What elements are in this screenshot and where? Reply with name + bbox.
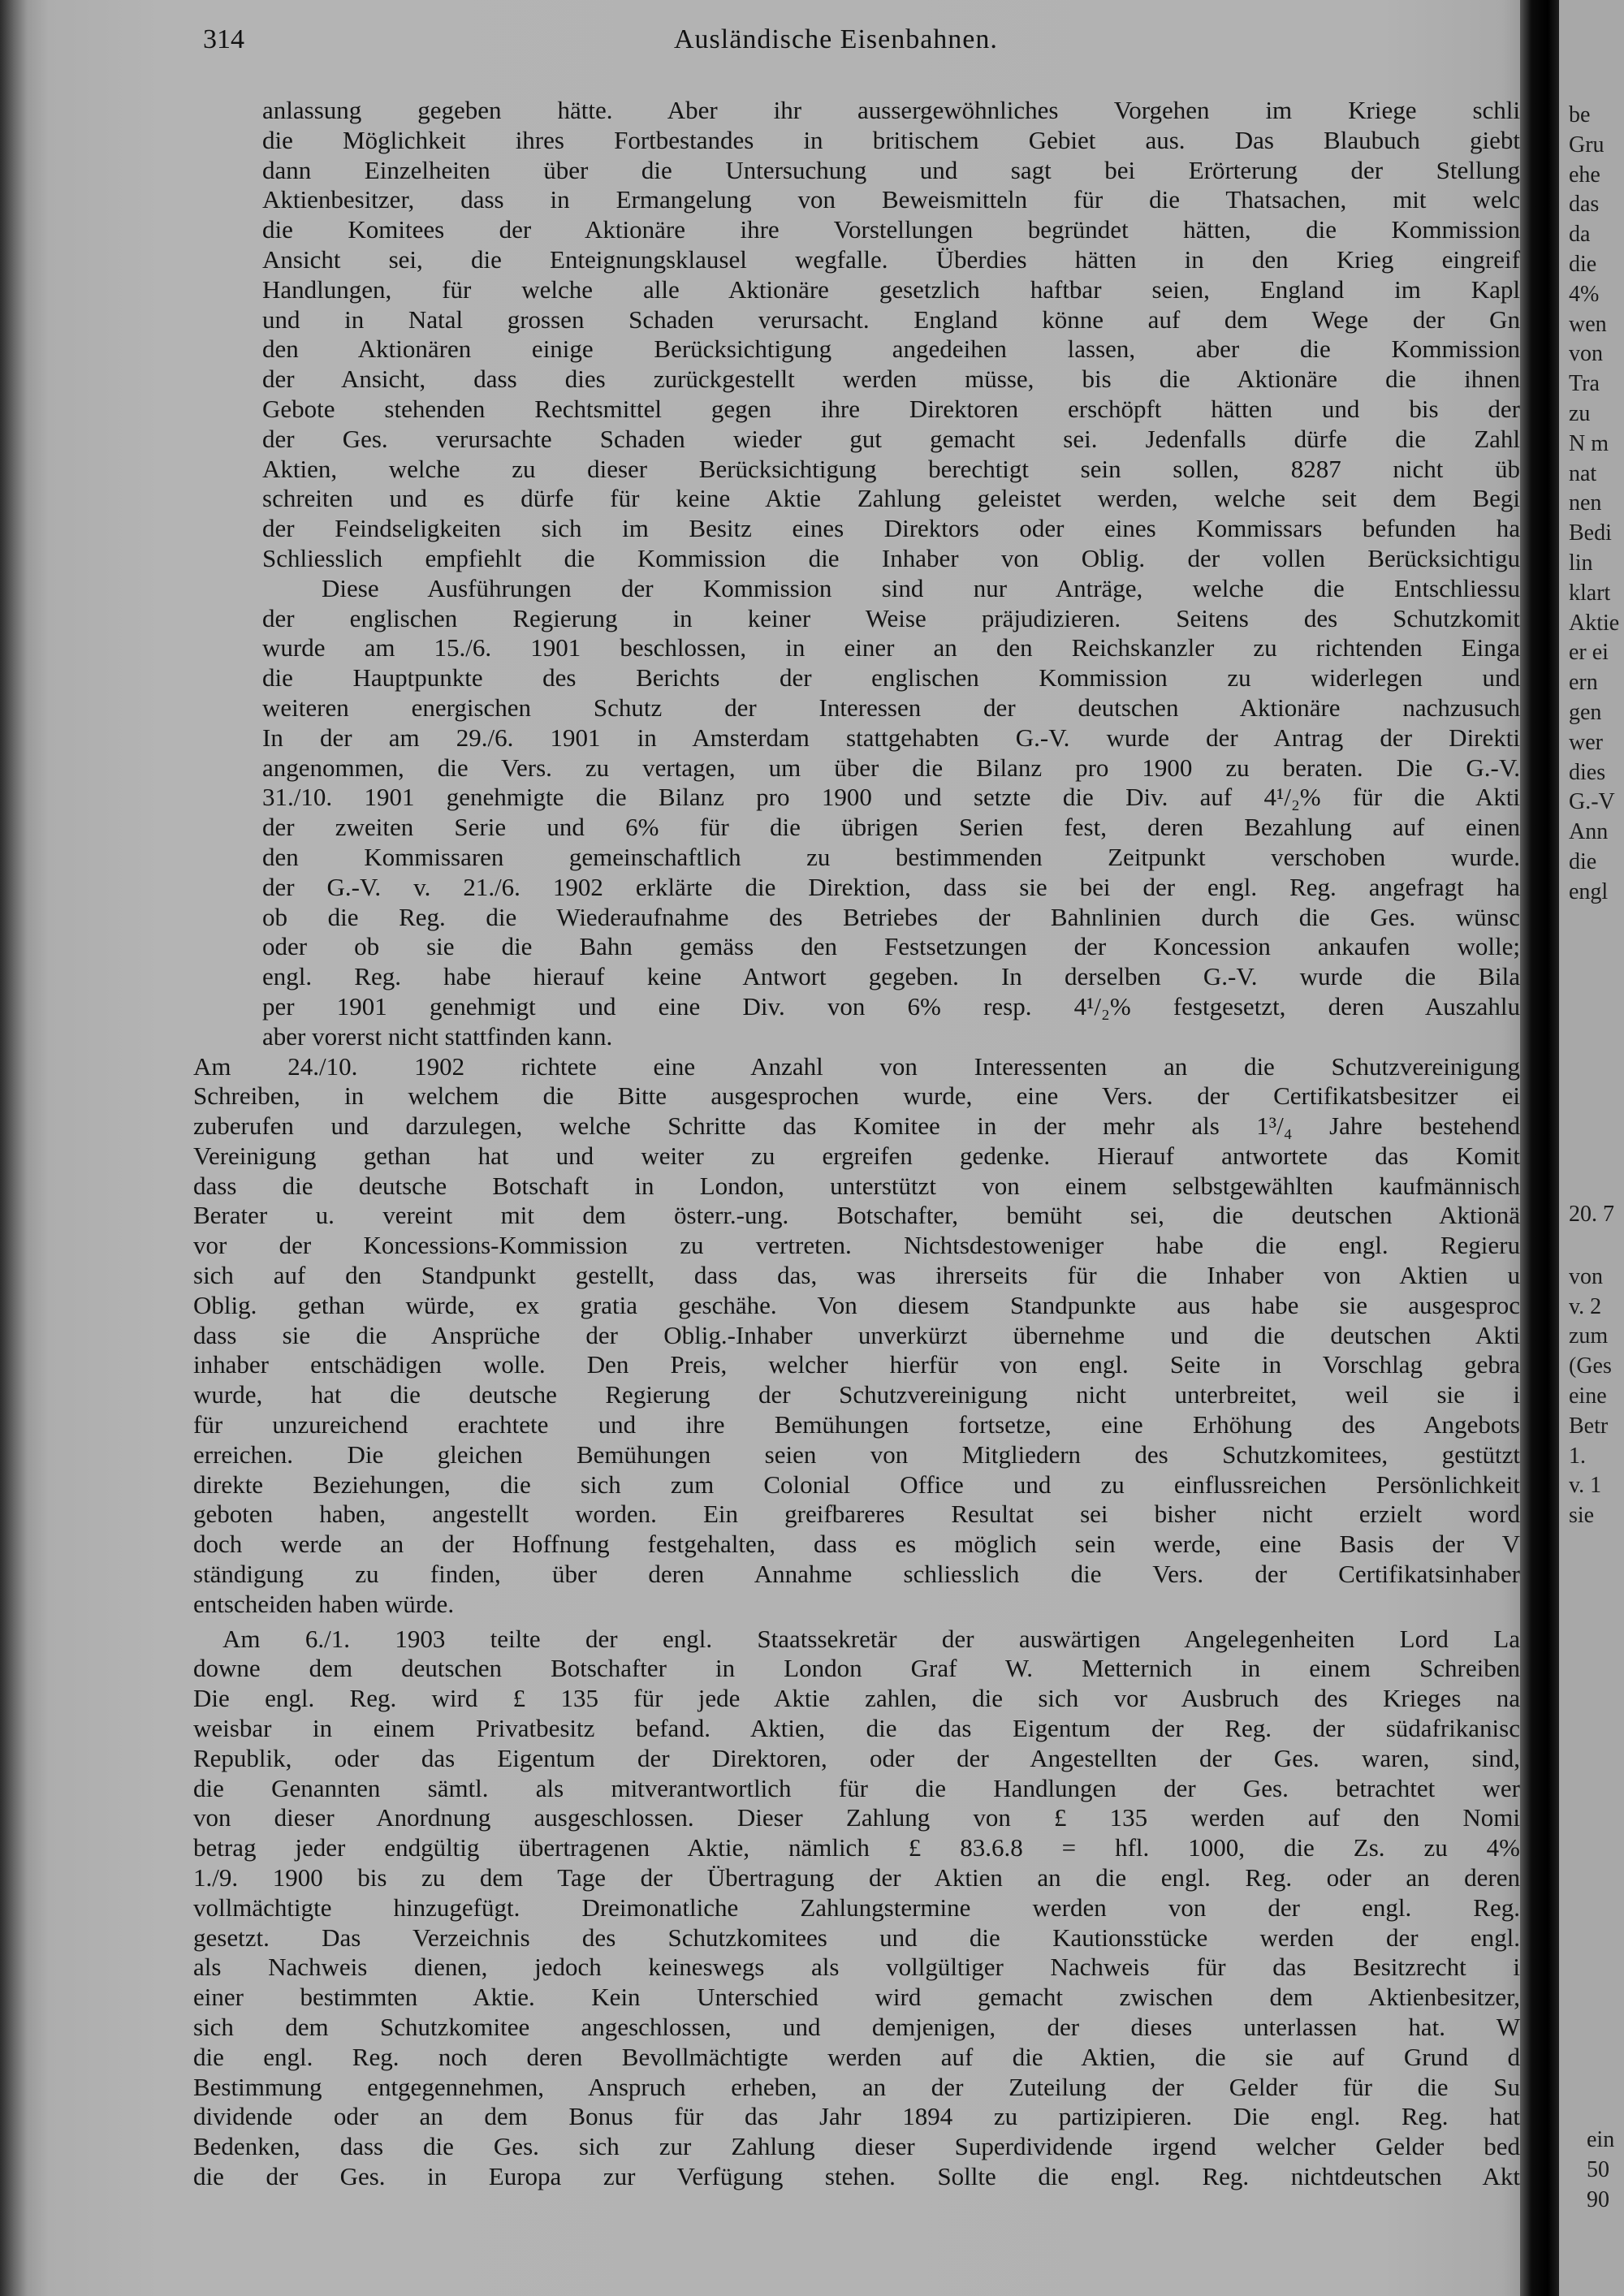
adjacent-fragment: klart (1569, 580, 1611, 606)
text-line: Am 24./10. 1902 richtete eine Anzahl von Interessenten an die Schutzvereinigung (193, 1051, 1520, 1081)
running-title: Ausländische Eisenbahnen. (674, 24, 998, 54)
adjacent-fragment: er ei (1569, 640, 1609, 666)
text-line: sich auf den Standpunkt gestellt, dass das, was ihrerseits für die Inhaber von Aktien u (193, 1261, 1520, 1290)
text-line: dass sie die Ansprüche der Oblig.-Inhaber unverkürzt übernehme und die deutschen Akti (193, 1320, 1520, 1349)
adjacent-fragment: lin (1569, 550, 1593, 576)
text-line: 1./9. 1900 bis zu dem Tage der Übertragung der Aktien an die engl. Reg. oder an deren (193, 1863, 1520, 1892)
text-line: Handlungen, für welche alle Aktionäre gesetzlich haftbar seien, England im Kapl (262, 274, 1520, 304)
text-line: Aktienbesitzer, dass in Ermangelung von Beweismitteln für die Thatsachen, mit welc (262, 185, 1520, 214)
text-line: inhaber entschädigen wolle. Den Preis, welcher hierfür von engl. Seite in Vorschlag gebra (193, 1350, 1520, 1379)
body-text (193, 96, 1520, 2192)
text-line: dann Einzelheiten über die Untersuchung und sagt bei Erörterung der Stellung (262, 155, 1520, 184)
adjacent-fragment: ehe (1569, 162, 1600, 188)
text-line: sich dem Schutzkomitee angeschlossen, und demjenigen, der dieses unterlassen hat. W (193, 2013, 1520, 2041)
adjacent-fragment: die (1569, 251, 1597, 277)
text-line: Berater u. vereint mit dem österr.-ung. Botschafter, bemüht sei, die deutschen Aktionä (193, 1201, 1520, 1230)
text-line: In der am 29./6. 1901 in Amsterdam stattgehabten G.-V. wurde der Antrag der Direkti (262, 723, 1520, 752)
adjacent-fragment: 50 (1587, 2156, 1609, 2182)
text-line: ständigung zu finden, über deren Annahme schliesslich die Vers. der Certifikatsinhaber (193, 1560, 1520, 1589)
text-line: als Nachweis dienen, jedoch keineswegs als vollgültiger Nachweis für das Besitzrecht i (193, 1953, 1520, 1982)
adjacent-fragment: Gru (1569, 132, 1605, 158)
text-line: Schliesslich empfiehlt die Kommission die Inhaber von Oblig. der vollen Berücksichtigu (262, 543, 1520, 572)
text-line: entscheiden haben würde. (193, 1589, 455, 1618)
adjacent-fragment: N m (1569, 430, 1609, 456)
adjacent-fragment: wer (1569, 729, 1603, 755)
book-gutter-shadow (1520, 0, 1559, 2296)
text-line: die der Ges. in Europa zur Verfügung stehen. Sollte die engl. Reg. nichtdeutschen Akt (193, 2161, 1520, 2190)
text-line: Ansicht sei, die Enteignungsklausel wegfalle. Überdies hätten in den Krieg eingreif (262, 244, 1520, 274)
text-line: den Kommissaren gemeinschaftlich zu bestimmenden Zeitpunkt verschoben wurde. (262, 842, 1520, 871)
adjacent-fragments-top (1569, 101, 1619, 908)
adjacent-fragment: von (1569, 341, 1603, 367)
text-line: der Ges. verursachte Schaden wieder gut gemacht sei. Jedenfalls dürfe die Zahl (262, 424, 1520, 453)
text-line: 31./10. 1901 genehmigte die Bilanz pro 1900 und setzte die Div. auf 4¹/₂% für die Akti (262, 783, 1520, 812)
text-line: schreiten und es dürfe für keine Aktie Zahlung geleistet werden, welche seit dem Begi (262, 484, 1520, 513)
text-line: die Hauptpunkte des Berichts der englischen Kommission zu widerlegen und (262, 663, 1520, 693)
text-line: aber vorerst nicht stattfinden kann. (262, 1021, 613, 1051)
text-line: die engl. Reg. noch deren Bevollmächtigte werden auf die Aktien, die sie auf Grund d (193, 2042, 1520, 2071)
adjacent-fragment: v. 1 (1569, 1473, 1602, 1499)
adjacent-fragment: zum (1569, 1323, 1609, 1349)
adjacent-fragment: nen (1569, 490, 1602, 516)
text-line: dividende oder an dem Bonus für das Jahr 1894 zu partizipieren. Die engl. Reg. hat (193, 2102, 1520, 2131)
adjacent-fragment: dies (1569, 759, 1606, 785)
text-line: vor der Koncessions-Kommission zu vertreten. Nichtsdestoweniger habe die engl. Regieru (193, 1231, 1520, 1260)
text-line: Bestimmung entgegennehmen, Anspruch erheben, an der Zuteilung der Gelder für die Su (193, 2072, 1520, 2101)
adjacent-page-strip (1559, 0, 1624, 2296)
text-line: dass die deutsche Botschaft in London, unterstützt von einem selbstgewählten kaufmännisch (193, 1171, 1520, 1200)
text-line: per 1901 genehmigt und eine Div. von 6% resp. 4¹/₂% festgesetzt, deren Auszahlu (262, 991, 1520, 1021)
text-line: geboten haben, angestellt worden. Ein greifbareres Resultat sei bisher nicht erzielt word (193, 1500, 1520, 1529)
text-line: für unzureichend erachtete und ihre Bemühungen fortsetze, eine Erhöhung des Angebots (193, 1410, 1520, 1439)
text-line: anlassung gegeben hätte. Aber ihr aussergewöhnliches Vorgehen im Kriege schli (262, 96, 1520, 124)
adjacent-fragment: eine (1569, 1383, 1607, 1409)
text-line: oder ob sie die Bahn gemäss den Festsetzungen der Koncession ankaufen wolle; (262, 932, 1520, 961)
text-line: wurde, hat die deutsche Regierung der Schutzvereinigung nicht unterbreitet, weil sie i (193, 1380, 1520, 1409)
text-line: die Möglichkeit ihres Fortbestandes in britischem Gebiet aus. Das Blaubuch giebt (262, 125, 1520, 154)
adjacent-fragment: Bedi (1569, 520, 1612, 546)
text-line: Vereinigung gethan hat und weiter zu ergreifen gedenke. Hierauf antwortete das Komit (193, 1141, 1520, 1170)
adjacent-fragment: gen (1569, 699, 1602, 725)
adjacent-fragment: ein (1587, 2127, 1615, 2152)
text-line: ob die Reg. die Wiederaufnahme des Betriebes der Bahnlinien durch die Ges. wünsc (262, 902, 1520, 931)
text-line: Gebote stehenden Rechtsmittel gegen ihre Direktoren erschöpft hätten und bis der (262, 394, 1520, 423)
adjacent-fragment: G.-V (1569, 789, 1615, 815)
text-line: downe dem deutschen Botschafter in London Graf W. Metternich in einem Schreiben (193, 1654, 1520, 1683)
text-line: erreichen. Die gleichen Bemühungen seien von Mitgliedern des Schutzkomitees, gestützt (193, 1439, 1520, 1469)
text-line: die Komitees der Aktionäre ihre Vorstellungen begründet hätten, die Kommission (262, 215, 1520, 244)
adjacent-fragment: Ann (1569, 819, 1609, 845)
text-line: weiteren energischen Schutz der Interessen der deutschen Aktionäre nachzusuch (262, 693, 1520, 722)
text-line: betrag jeder endgültig übertragenen Aktie, nämlich £ 83.6.8 = hfl. 1000, die Zs. zu 4% (193, 1833, 1520, 1862)
text-line: der G.-V. v. 21./6. 1902 erklärte die Direktion, dass sie bei der engl. Reg. angefragt ha (262, 872, 1520, 901)
adjacent-fragment: be (1569, 102, 1591, 127)
text-line: Republik, oder das Eigentum der Direktoren, oder der Angestellten der Ges. waren, sind, (193, 1743, 1520, 1772)
adjacent-fragments-bottom (1569, 1200, 1614, 1531)
adjacent-fragment: ern (1569, 670, 1598, 696)
page-header (203, 24, 1518, 65)
adjacent-fragment: das (1569, 192, 1600, 218)
text-line: Oblig. gethan würde, ex gratia geschähe. Von diesem Standpunkte aus habe sie ausgesproc (193, 1290, 1520, 1319)
adjacent-fragment: zu (1569, 400, 1591, 426)
text-line: vollmächtigte hinzugefügt. Dreimonatliche Zahlungstermine werden von der engl. Reg. (193, 1892, 1520, 1922)
text-line: direkte Beziehungen, die sich zum Colonial Office und zu einflussreichen Persönlichkeit (193, 1470, 1520, 1499)
adjacent-fragments-foot (1587, 2126, 1614, 2215)
text-line: den Aktionären einige Berücksichtigung angedeihen lassen, aber die Kommission (262, 334, 1520, 364)
text-line: zuberufen und darzulegen, welche Schritte das Komitee in der mehr als 1³/₄ Jahre bestehend (193, 1111, 1520, 1141)
page-number: 314 (203, 24, 244, 54)
text-line: von dieser Anordnung ausgeschlossen. Dieser Zahlung von £ 135 werden auf den Nomi (193, 1803, 1520, 1832)
adjacent-fragment: Betr (1569, 1413, 1609, 1439)
adjacent-fragment: nat (1569, 460, 1597, 486)
text-line: der englischen Regierung in keiner Weise präjudizieren. Seitens des Schutzkomit (262, 603, 1520, 632)
text-line: der Feindseligkeiten sich im Besitz eines Direktors oder eines Kommissars befunden ha (262, 514, 1520, 543)
text-line: Schreiben, in welchem die Bitte ausgesprochen wurde, eine Vers. der Certifikatsbesitzer ei (193, 1081, 1520, 1111)
adjacent-fragment: (Ges (1569, 1353, 1612, 1379)
text-line: engl. Reg. habe hierauf keine Antwort gegeben. In derselben G.-V. wurde die Bila (262, 962, 1520, 991)
text-line: Am 6./1. 1903 teilte der engl. Staatssekretär der auswärtigen Angelegenheiten Lord La (222, 1624, 1520, 1653)
text-line: angenommen, die Vers. zu vertagen, um über die Bilanz pro 1900 zu beraten. Die G.-V. (262, 753, 1520, 782)
adjacent-fragment: sie (1569, 1503, 1595, 1529)
text-line: und in Natal grossen Schaden verursacht. England könne auf dem Wege der Gn (262, 304, 1520, 334)
text-line: Die engl. Reg. wird £ 135 für jede Aktie zahlen, die sich vor Ausbruch des Krieges na (193, 1684, 1520, 1713)
text-line: gesetzt. Das Verzeichnis des Schutzkomitees und die Kautionsstücke werden der engl. (193, 1923, 1520, 1952)
text-line: die Genannten sämtl. als mitverantwortlich für die Handlungen der Ges. betrachtet wer (193, 1773, 1520, 1802)
text-line: Diese Ausführungen der Kommission sind nur Anträge, welche die Entschliessu (322, 573, 1520, 602)
text-line: wurde am 15./6. 1901 beschlossen, in einer an den Reichskanzler zu richtenden Einga (262, 633, 1520, 662)
adjacent-fragment: von (1569, 1263, 1603, 1289)
adjacent-fragment: 4% (1569, 281, 1600, 307)
adjacent-fragment: v. 2 (1569, 1293, 1602, 1319)
adjacent-fragment: Tra (1569, 371, 1600, 397)
text-line: doch werde an der Hoffnung festgehalten, dass es möglich sein werde, eine Basis der V (193, 1530, 1520, 1559)
text-line: Bedenken, dass die Ges. sich zur Zahlung dieser Superdividende irgend welcher Gelder bed (193, 2132, 1520, 2161)
adjacent-fragment: da (1569, 222, 1591, 248)
text-line: weisbar in einem Privatbesitz befand. Aktien, die das Eigentum der Reg. der südafrikanisc (193, 1714, 1520, 1743)
text-line: Aktien, welche zu dieser Berücksichtigung berechtigt sein sollen, 8287 nicht üb (262, 454, 1520, 483)
adjacent-fragment: 20. 7 (1569, 1202, 1614, 1227)
adjacent-fragment: die (1569, 848, 1597, 874)
adjacent-fragment: engl (1569, 878, 1609, 904)
adjacent-fragment: 90 (1587, 2186, 1609, 2212)
text-line: einer bestimmten Aktie. Kein Unterschied wird gemacht zwischen dem Aktienbesitzer, (193, 1983, 1520, 2012)
text-line: der Ansicht, dass dies zurückgestellt werden müsse, bis die Aktionäre die ihnen (262, 365, 1520, 394)
text-line: der zweiten Serie und 6% für die übrigen Serien fest, deren Bezahlung auf einen (262, 813, 1520, 842)
adjacent-fragment: Aktie (1569, 610, 1620, 636)
adjacent-fragment: 1. (1569, 1443, 1586, 1469)
adjacent-fragment: wen (1569, 311, 1607, 337)
